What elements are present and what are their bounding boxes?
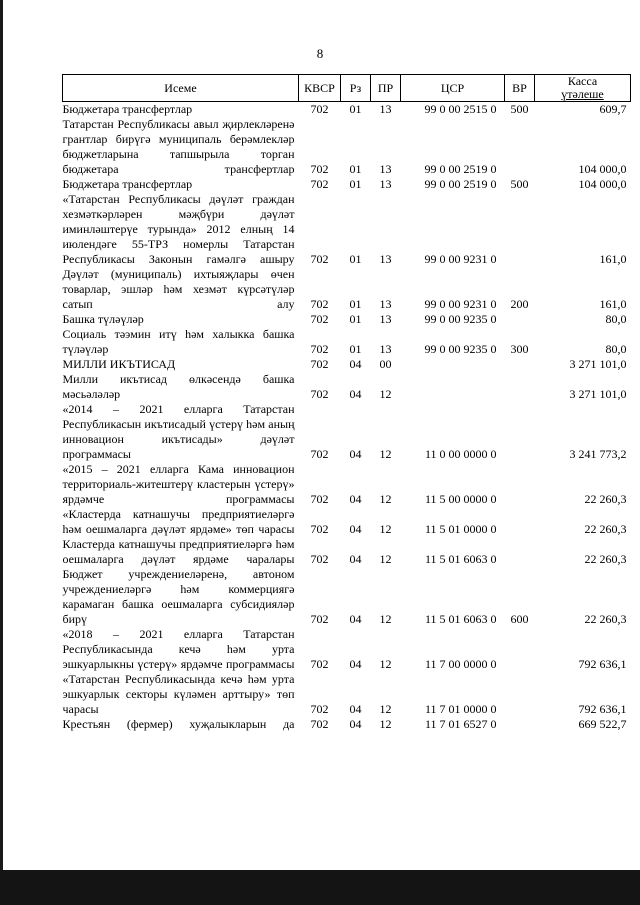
row-vr xyxy=(505,192,535,267)
row-kvsr: 702 xyxy=(310,252,329,266)
row-kvsr: 702 xyxy=(310,357,329,371)
row-amount: 22 260,3 xyxy=(584,492,627,506)
row-csr: 99 0 00 2519 0 xyxy=(424,177,497,191)
row-csr: 99 0 00 9235 0 xyxy=(424,312,497,326)
row-rz: 04 xyxy=(349,657,362,671)
row-rz: 01 xyxy=(349,102,362,116)
table-row xyxy=(63,372,631,402)
table-row xyxy=(63,267,631,312)
row-vr: 500 xyxy=(510,102,529,116)
row-rz: 01 xyxy=(349,297,362,311)
row-name: Бюджет учреждениеләренә, автоном учреждениеләргә һәм коммерциягә карамаган башка оешмаларга субсидияләр бирү xyxy=(62,567,295,626)
row-vr xyxy=(505,402,535,462)
row-vr xyxy=(505,312,535,327)
header-kvsr: КВСР xyxy=(299,75,341,102)
row-pr: 12 xyxy=(379,657,392,671)
row-pr: 12 xyxy=(379,447,392,461)
row-kvsr: 702 xyxy=(310,342,329,356)
row-amount: 161,0 xyxy=(599,297,627,311)
table-row xyxy=(63,357,631,372)
header-kassa xyxy=(535,75,631,102)
row-kvsr: 702 xyxy=(310,447,329,461)
row-vr xyxy=(505,372,535,402)
row-amount: 80,0 xyxy=(605,312,627,326)
table-row xyxy=(63,462,631,507)
row-kvsr: 702 xyxy=(310,297,329,311)
row-amount: 104 000,0 xyxy=(578,162,627,176)
row-kvsr: 702 xyxy=(310,612,329,626)
row-rz: 04 xyxy=(349,702,362,716)
table-row xyxy=(63,192,631,267)
row-rz: 04 xyxy=(349,357,362,371)
row-vr xyxy=(505,627,535,672)
row-csr: 11 5 01 0000 0 xyxy=(424,522,497,536)
row-kvsr: 702 xyxy=(310,492,329,506)
row-csr: 99 0 00 2519 0 xyxy=(424,162,497,176)
row-kvsr: 702 xyxy=(310,702,329,716)
row-name: Социаль тәэмин итү һәм халыкка башка түләүләр xyxy=(62,327,295,356)
table-row xyxy=(63,717,631,732)
row-kvsr: 702 xyxy=(310,162,329,176)
row-pr: 12 xyxy=(379,612,392,626)
row-rz: 04 xyxy=(349,717,362,731)
row-vr xyxy=(505,717,535,732)
row-kvsr: 702 xyxy=(310,552,329,566)
row-vr: 500 xyxy=(510,177,529,191)
row-vr xyxy=(505,537,535,567)
row-name: «2018 – 2021 елларга Татарстан Республикасында кечә һәм урта эшкуарлыкны үстерү» ярдәмче программасы xyxy=(62,627,295,671)
row-amount: 792 636,1 xyxy=(578,702,627,716)
row-amount: 792 636,1 xyxy=(578,657,627,671)
table-row xyxy=(63,567,631,627)
row-pr: 13 xyxy=(379,177,392,191)
row-amount: 161,0 xyxy=(599,252,627,266)
row-pr: 12 xyxy=(379,552,392,566)
row-csr: 11 5 01 6063 0 xyxy=(424,612,497,626)
row-vr: 300 xyxy=(510,342,529,356)
row-vr: 200 xyxy=(510,297,529,311)
row-name: «Кластерда катнашучы предприятиеләргә һәм оешмаларга дәүләт ярдәме» төп чарасы xyxy=(62,507,295,536)
row-name: Бюджетара трансфертлар xyxy=(62,102,193,116)
row-csr: 99 0 00 9231 0 xyxy=(424,252,497,266)
budget-table xyxy=(62,74,631,732)
table-row xyxy=(63,672,631,717)
header-vr: ВР xyxy=(505,75,535,102)
table-row xyxy=(63,117,631,177)
row-pr: 13 xyxy=(379,297,392,311)
row-pr: 12 xyxy=(379,492,392,506)
row-csr: 11 7 01 0000 0 xyxy=(424,702,497,716)
row-pr: 12 xyxy=(379,717,392,731)
row-kvsr: 702 xyxy=(310,312,329,326)
row-rz: 01 xyxy=(349,162,362,176)
row-pr: 12 xyxy=(379,522,392,536)
scan-bottom-edge xyxy=(0,870,640,905)
scan-left-edge xyxy=(0,0,3,905)
row-rz: 01 xyxy=(349,312,362,326)
row-rz: 04 xyxy=(349,492,362,506)
row-name: Крестьян (фермер) хуҗалыкларын да xyxy=(62,717,295,731)
row-rz: 04 xyxy=(349,447,362,461)
row-rz: 04 xyxy=(349,612,362,626)
row-csr: 11 5 01 6063 0 xyxy=(424,552,497,566)
row-pr: 13 xyxy=(379,162,392,176)
header-kassa-line1: Касса xyxy=(567,74,598,88)
row-kvsr: 702 xyxy=(310,522,329,536)
header-name: Исеме xyxy=(63,75,299,102)
row-vr xyxy=(505,507,535,537)
table-row xyxy=(63,327,631,357)
row-csr xyxy=(401,357,505,372)
row-name: МИЛЛИ ИКЪТИСАД xyxy=(62,357,176,371)
row-csr: 99 0 00 9235 0 xyxy=(424,342,497,356)
table-row xyxy=(63,507,631,537)
table-header xyxy=(63,75,631,102)
table-row xyxy=(63,627,631,672)
row-amount: 609,7 xyxy=(599,102,627,116)
row-amount: 22 260,3 xyxy=(584,612,627,626)
header-pr: ПР xyxy=(371,75,401,102)
row-rz: 04 xyxy=(349,552,362,566)
table-row xyxy=(63,402,631,462)
row-csr: 99 0 00 9231 0 xyxy=(424,297,497,311)
row-rz: 01 xyxy=(349,252,362,266)
row-amount: 3 271 101,0 xyxy=(569,357,627,371)
row-vr xyxy=(505,357,535,372)
row-pr: 13 xyxy=(379,102,392,116)
table-row xyxy=(63,312,631,327)
row-name: Милли икътисад өлкәсендә башка мәсьәләләр xyxy=(62,372,295,401)
row-name: Бюджетара трансфертлар xyxy=(62,177,193,191)
page-number: 8 xyxy=(316,46,324,61)
header-kassa-line2: үтәлеше xyxy=(561,87,604,101)
row-pr: 12 xyxy=(379,387,392,401)
table-row xyxy=(63,177,631,192)
row-kvsr: 702 xyxy=(310,657,329,671)
row-csr: 11 7 00 0000 0 xyxy=(424,657,497,671)
row-amount: 3 271 101,0 xyxy=(569,387,627,401)
row-kvsr: 702 xyxy=(310,717,329,731)
row-name: Дәүләт (муниципаль) ихтыяҗлары өчен товарлар, эшләр һәм хезмәт күрсәтүләр сатып алу xyxy=(62,267,295,311)
row-rz: 01 xyxy=(349,342,362,356)
row-kvsr: 702 xyxy=(310,102,329,116)
row-csr: 11 7 01 6527 0 xyxy=(424,717,497,731)
row-name: «Татарстан Республикасында кечә һәм урта эшкуарлык секторы күләмен арттыру» төп чарасы xyxy=(62,672,295,716)
row-name: Татарстан Республикасы авыл җирлекләренә грантлар бирүгә муниципаль берәмлекләр бюджетларына тапшырыла торган бюджетара трансфертлар xyxy=(62,117,295,176)
header-rz: Рз xyxy=(341,75,371,102)
row-vr xyxy=(505,117,535,177)
row-vr xyxy=(505,672,535,717)
row-pr: 13 xyxy=(379,312,392,326)
row-rz: 04 xyxy=(349,387,362,401)
row-rz: 01 xyxy=(349,177,362,191)
row-amount: 669 522,7 xyxy=(578,717,627,731)
row-csr: 99 0 00 2515 0 xyxy=(424,102,497,116)
row-name: Башка түләүләр xyxy=(62,312,144,326)
row-name: «2015 – 2021 елларга Кама инновацион территориаль-житештерү кластерын үстерү» ярдәмче программасы xyxy=(62,462,295,506)
row-name: Кластерда катнашучы предприятиеләргә һәм оешмаларга дәүләт ярдәме чаралары xyxy=(62,537,295,566)
row-name: «2014 – 2021 елларга Татарстан Республикасын икътисадый үстерү һәм аның инновацион икътисады» дәүләт программасы xyxy=(62,402,295,461)
row-csr: 11 0 00 0000 0 xyxy=(424,447,497,461)
row-pr: 12 xyxy=(379,702,392,716)
row-pr: 13 xyxy=(379,342,392,356)
row-amount: 80,0 xyxy=(605,342,627,356)
table-row xyxy=(63,102,631,118)
row-csr: 11 5 00 0000 0 xyxy=(424,492,497,506)
row-amount: 104 000,0 xyxy=(578,177,627,191)
row-rz: 04 xyxy=(349,522,362,536)
row-kvsr: 702 xyxy=(310,387,329,401)
header-csr: ЦСР xyxy=(401,75,505,102)
row-pr: 13 xyxy=(379,252,392,266)
row-amount: 3 241 773,2 xyxy=(569,447,627,461)
row-kvsr: 702 xyxy=(310,177,329,191)
row-vr: 600 xyxy=(510,612,529,626)
row-pr: 00 xyxy=(379,357,392,371)
row-amount: 22 260,3 xyxy=(584,522,627,536)
row-vr xyxy=(505,462,535,507)
row-amount: 22 260,3 xyxy=(584,552,627,566)
table-row xyxy=(63,537,631,567)
row-name: «Татарстан Республикасы дәүләт граждан хезмәткәрләрен мәҗбүри дәүләт иминләштерүе турында» 2012 елның 14 июлендәге 55-ТРЗ номерлы Татарстан Республикасы Законын гамәлгә ашыру xyxy=(62,192,295,266)
row-csr xyxy=(401,372,505,402)
